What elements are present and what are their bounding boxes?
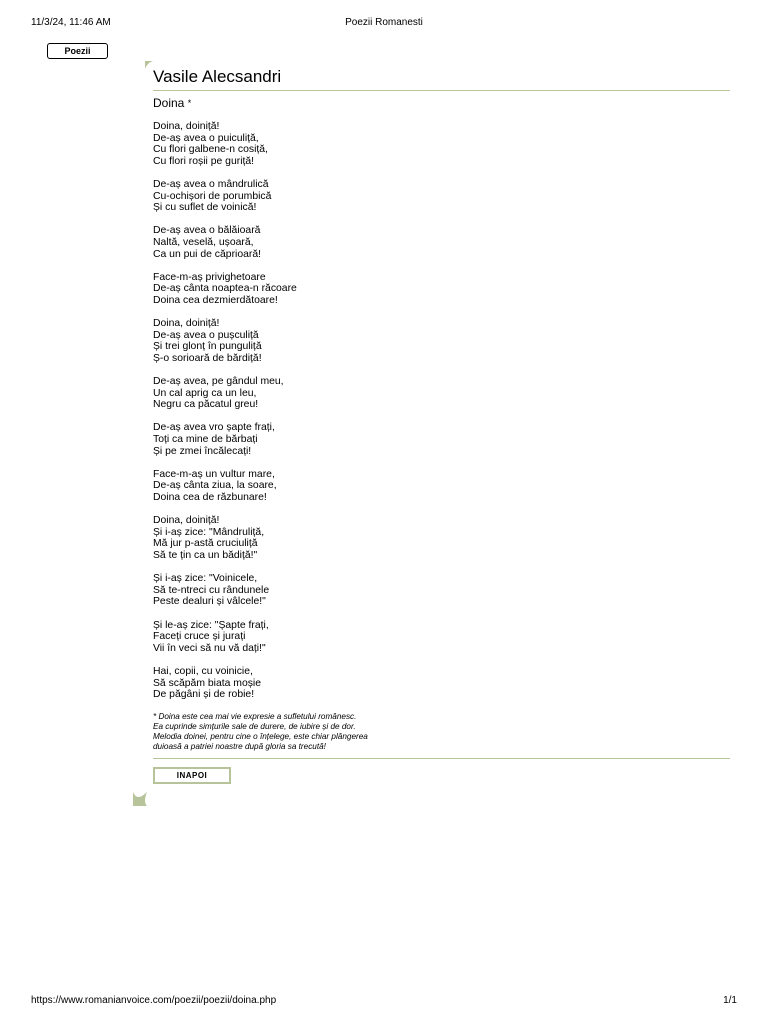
poem-line: De-aș avea vro șapte frați,: [153, 422, 275, 434]
poem-line: Cu flori galbene-n cosiță,: [153, 144, 268, 156]
poem-line: Cu flori roșii pe guriță!: [153, 155, 255, 167]
stanza: [153, 179, 730, 214]
poem-line: Și i-aș zice: "Mândruliță,: [153, 526, 265, 538]
footnote-line: * Doina este cea mai vie expresie a sufletului românesc.: [153, 712, 357, 722]
poem-line: Și i-aș zice: "Voinicele,: [153, 573, 258, 585]
poem-line: Peste dealuri și vâlcele!": [153, 596, 266, 608]
poem-title-text: Doina: [153, 96, 185, 110]
back-button[interactable]: INAPOI: [153, 767, 231, 784]
poem-line: Să te-ntreci cu rândunele: [153, 584, 270, 596]
stanza: [153, 272, 730, 307]
footnote-line: Melodia doinei, pentru cine o înțelege, este chiar plângerea: [153, 732, 368, 742]
poem-line: Și pe zmei încălecați!: [153, 445, 252, 457]
poem-title: [153, 95, 730, 111]
poem-line: De-aș avea, pe gândul meu,: [153, 376, 284, 388]
stanza: [153, 573, 730, 608]
footnote-line: Ea cuprinde simțurile sale de durere, de iubire și de dor.: [153, 722, 356, 732]
poem-line: Negru ca păcatul greu!: [153, 399, 259, 411]
print-url: https://www.romanianvoice.com/poezii/poezii/doina.php: [31, 995, 277, 1006]
stanza: [153, 620, 730, 655]
footnote-marker: *: [187, 98, 192, 108]
stanza: [153, 469, 730, 504]
stanza: [153, 121, 730, 167]
poem-line: De-aș avea o bălăioară: [153, 225, 261, 237]
poem-line: Mă jur p-astă cruciuliță: [153, 538, 258, 550]
divider: [153, 90, 730, 91]
footnote-line: duioasă a patriei noastre după gloria sa trecută!: [153, 742, 326, 752]
poem-line: Doina, doiniță!: [153, 121, 220, 132]
stanza: [153, 666, 730, 701]
stanza: [153, 318, 730, 364]
corner-decoration-top-icon: [145, 61, 153, 69]
stanza: [153, 422, 730, 457]
footnote: [153, 712, 730, 752]
poem-line: De-aș avea o pușculiță: [153, 329, 259, 341]
poem-line: Ca un pui de căprioară!: [153, 248, 262, 260]
author-heading: Vasile Alecsandri: [153, 67, 282, 86]
poem-line: De-aș avea o mândrulică: [153, 178, 269, 190]
stanza: [153, 225, 730, 260]
poem-line: Hai, copii, cu voinicie,: [153, 665, 253, 677]
poem-line: Doina cea dezmierdătoare!: [153, 294, 278, 306]
poem-line: Să te țin ca un bădiță!": [153, 549, 258, 561]
poem-content: [153, 66, 730, 784]
poem-line: Un cal aprig ca un leu,: [153, 387, 257, 399]
poem-line: De-aș cânta noaptea-n răcoare: [153, 283, 297, 295]
stanza: [153, 515, 730, 561]
poem-line: Face-m-aș privighetoare: [153, 271, 266, 283]
poem-line: Face-m-aș un vultur mare,: [153, 468, 275, 480]
poezii-button[interactable]: Poezii: [47, 43, 108, 59]
poem-line: Doina cea de răzbunare!: [153, 492, 267, 503]
poem-line: Doina, doiniță!: [153, 515, 220, 527]
poem-line: Doina, doiniță!: [153, 318, 220, 330]
poem-line: Și trei glonț în punguliță: [153, 341, 262, 353]
print-datetime: 11/3/24, 11:46 AM: [31, 17, 111, 28]
print-page-title: Poezii Romanesti: [345, 17, 423, 28]
divider: [153, 758, 730, 759]
poem-line: Vii în veci să nu vă dați!": [153, 642, 266, 654]
poem-line: De păgâni și de robie!: [153, 689, 255, 701]
corner-decoration-bottom-icon: [133, 792, 147, 806]
poem-line: Naltă, veselă, ușoară,: [153, 236, 254, 248]
poem-line: Și le-aș zice: "Șapte frați,: [153, 619, 269, 631]
poem-line: De-aș cânta ziua, la soare,: [153, 480, 277, 492]
stanza: [153, 376, 730, 411]
poem-body: [153, 121, 730, 701]
print-page-number: 1/1: [723, 995, 737, 1006]
poem-line: Și cu suflet de voinică!: [153, 202, 257, 214]
poem-line: Faceți cruce și jurați: [153, 631, 246, 643]
poem-line: Toți ca mine de bărbați: [153, 434, 258, 446]
poem-line: Ș-o sorioară de bărdiță!: [153, 352, 262, 364]
poem-line: Cu-ochișori de porumbică: [153, 190, 272, 202]
poem-line: Să scăpăm biata moșie: [153, 677, 262, 689]
poem-line: De-aș avea o puiculiță,: [153, 132, 259, 144]
